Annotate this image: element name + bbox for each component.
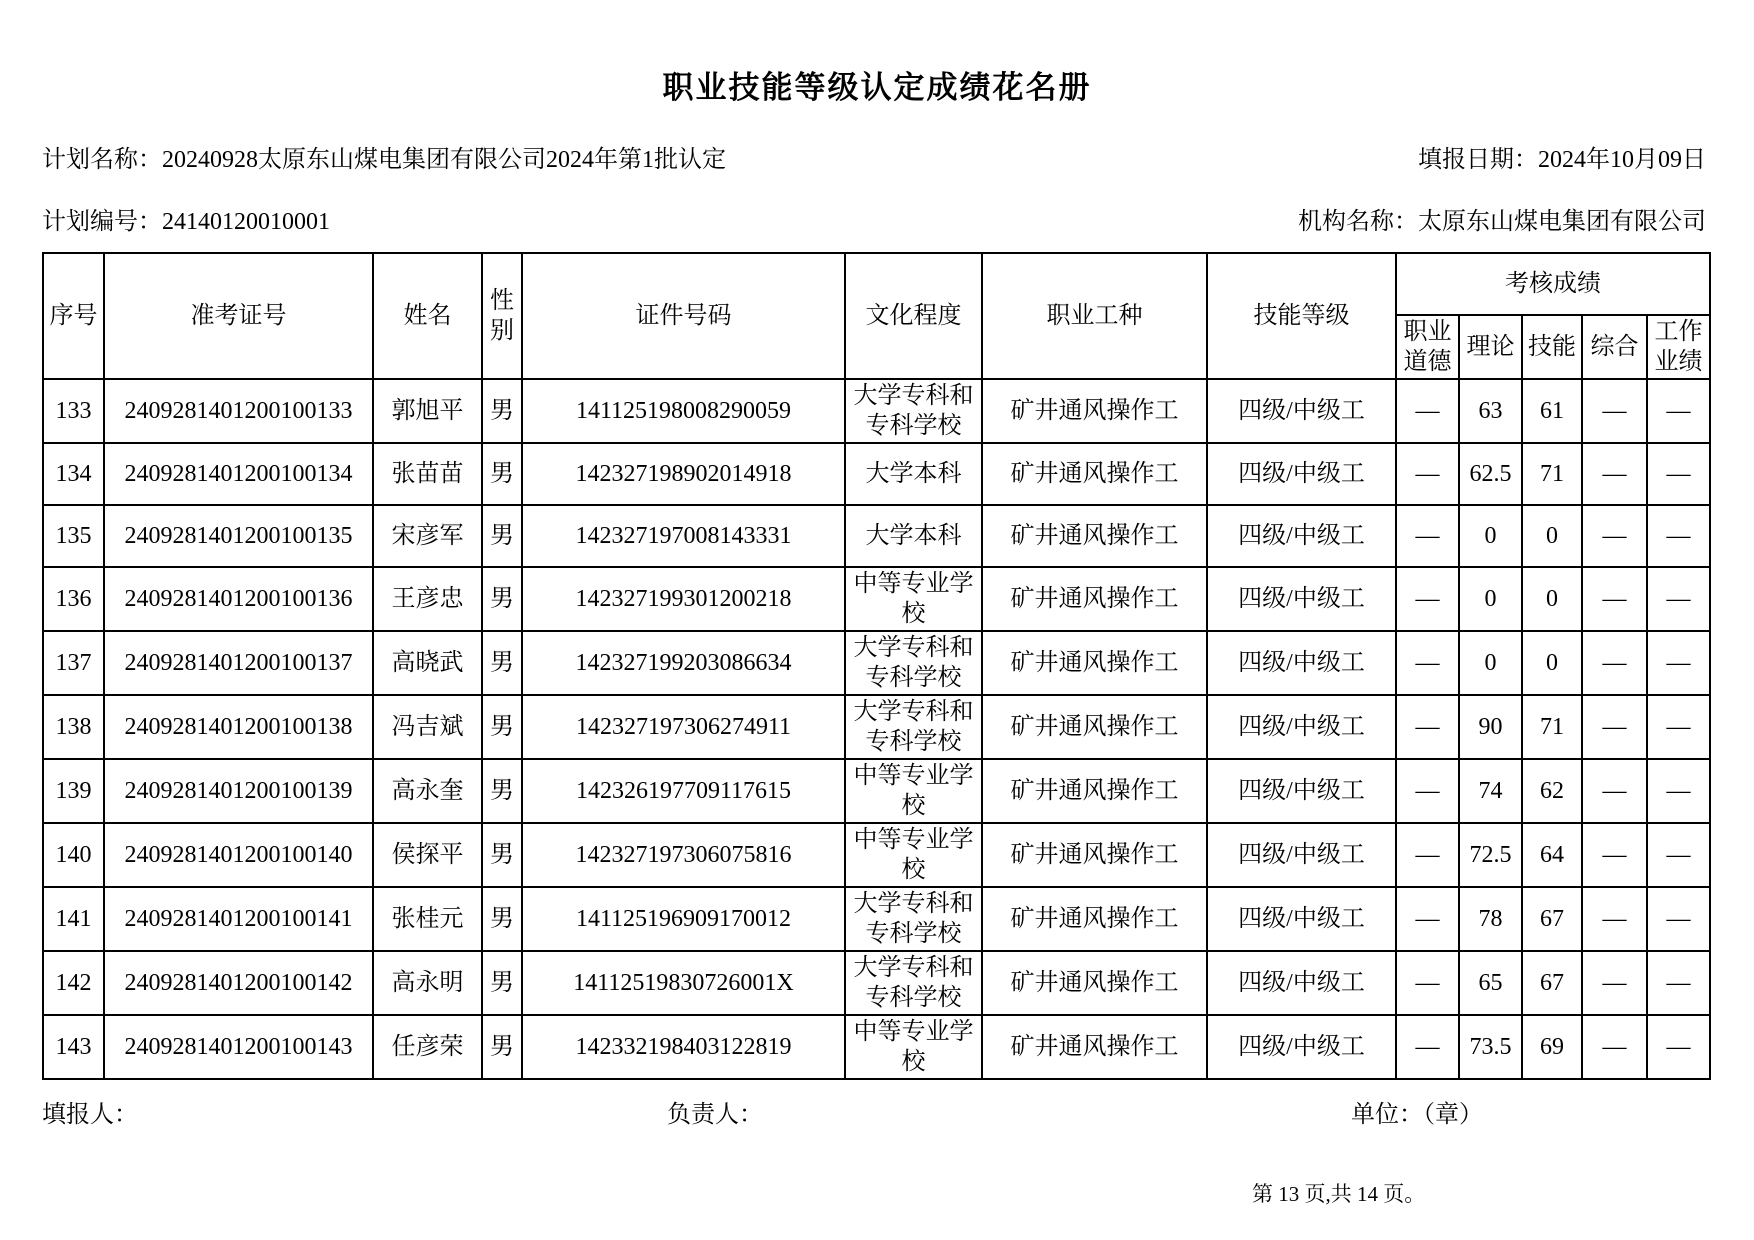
cell-seq: 143 <box>43 1015 104 1079</box>
cell-score-work: — <box>1647 823 1710 887</box>
cell-skill-level: 四级/中级工 <box>1207 505 1396 567</box>
cell-score-ethics: — <box>1396 695 1459 759</box>
col-header-score-ethics: 职业道德 <box>1396 315 1459 379</box>
cell-score-work: — <box>1647 379 1710 443</box>
cell-score-ethics: — <box>1396 631 1459 695</box>
cell-skill-level: 四级/中级工 <box>1207 567 1396 631</box>
cell-score-ethics: — <box>1396 759 1459 823</box>
col-header-gender: 性别 <box>482 253 522 379</box>
cell-occupation: 矿井通风操作工 <box>982 443 1207 505</box>
cell-education: 大学本科 <box>845 443 982 505</box>
cell-education: 大学专科和专科学校 <box>845 379 982 443</box>
cell-gender: 男 <box>482 631 522 695</box>
cell-education: 中等专业学校 <box>845 759 982 823</box>
cell-occupation: 矿井通风操作工 <box>982 823 1207 887</box>
cell-occupation: 矿井通风操作工 <box>982 887 1207 951</box>
col-header-education: 文化程度 <box>845 253 982 379</box>
col-header-name: 姓名 <box>373 253 482 379</box>
cell-score-skill: 62 <box>1522 759 1582 823</box>
col-header-occupation: 职业工种 <box>982 253 1207 379</box>
cell-seq: 139 <box>43 759 104 823</box>
cell-score-theory: 90 <box>1459 695 1522 759</box>
cell-occupation: 矿井通风操作工 <box>982 951 1207 1015</box>
cell-exam-number: 2409281401200100136 <box>104 567 373 631</box>
cell-education: 中等专业学校 <box>845 823 982 887</box>
cell-skill-level: 四级/中级工 <box>1207 443 1396 505</box>
cell-score-theory: 63 <box>1459 379 1522 443</box>
col-header-score-comprehensive: 综合 <box>1582 315 1647 379</box>
table-row <box>43 505 1710 567</box>
cell-score-theory: 72.5 <box>1459 823 1522 887</box>
cell-name: 高永奎 <box>373 759 482 823</box>
cell-score-ethics: — <box>1396 951 1459 1015</box>
table-row <box>43 823 1710 887</box>
cell-id-number: 142332198403122819 <box>522 1015 845 1079</box>
cell-score-theory: 0 <box>1459 567 1522 631</box>
cell-name: 张苗苗 <box>373 443 482 505</box>
meta-row-2 <box>42 208 1706 237</box>
cell-education: 大学专科和专科学校 <box>845 631 982 695</box>
cell-score-theory: 78 <box>1459 887 1522 951</box>
cell-exam-number: 2409281401200100143 <box>104 1015 373 1079</box>
table-row <box>43 695 1710 759</box>
cell-id-number: 142327199203086634 <box>522 631 845 695</box>
filler-label: 填报人： <box>42 1102 138 1128</box>
report-date-value: 2024年10月09日 <box>1538 147 1706 173</box>
cell-id-number: 142327198902014918 <box>522 443 845 505</box>
cell-score-skill: 71 <box>1522 443 1582 505</box>
cell-gender: 男 <box>482 951 522 1015</box>
cell-seq: 133 <box>43 379 104 443</box>
col-header-score-group: 考核成绩 <box>1396 253 1710 315</box>
cell-id-number: 14112519830726001X <box>522 951 845 1015</box>
cell-score-comprehensive: — <box>1582 887 1647 951</box>
cell-score-theory: 74 <box>1459 759 1522 823</box>
table-body <box>43 379 1710 1079</box>
cell-score-work: — <box>1647 759 1710 823</box>
manager-label: 负责人： <box>667 1102 763 1128</box>
cell-skill-level: 四级/中级工 <box>1207 631 1396 695</box>
cell-score-work: — <box>1647 631 1710 695</box>
plan-code-label: 计划编号： <box>42 209 162 235</box>
cell-score-theory: 62.5 <box>1459 443 1522 505</box>
cell-score-comprehensive: — <box>1582 443 1647 505</box>
cell-name: 侯探平 <box>373 823 482 887</box>
col-header-skill-level: 技能等级 <box>1207 253 1396 379</box>
col-header-score-theory: 理论 <box>1459 315 1522 379</box>
cell-score-work: — <box>1647 505 1710 567</box>
col-header-score-skill: 技能 <box>1522 315 1582 379</box>
cell-seq: 142 <box>43 951 104 1015</box>
cell-id-number: 142327197306274911 <box>522 695 845 759</box>
cell-score-skill: 61 <box>1522 379 1582 443</box>
cell-gender: 男 <box>482 379 522 443</box>
cell-name: 冯吉斌 <box>373 695 482 759</box>
cell-score-work: — <box>1647 951 1710 1015</box>
cell-skill-level: 四级/中级工 <box>1207 887 1396 951</box>
cell-seq: 138 <box>43 695 104 759</box>
cell-score-ethics: — <box>1396 443 1459 505</box>
plan-code-value: 24140120010001 <box>162 209 330 235</box>
cell-exam-number: 2409281401200100140 <box>104 823 373 887</box>
cell-gender: 男 <box>482 567 522 631</box>
cell-name: 郭旭平 <box>373 379 482 443</box>
cell-education: 大学专科和专科学校 <box>845 695 982 759</box>
org-name <box>1298 208 1706 237</box>
cell-score-work: — <box>1647 1015 1710 1079</box>
plan-name-label: 计划名称： <box>42 147 162 173</box>
table-row <box>43 379 1710 443</box>
cell-exam-number: 2409281401200100133 <box>104 379 373 443</box>
cell-exam-number: 2409281401200100139 <box>104 759 373 823</box>
cell-seq: 137 <box>43 631 104 695</box>
cell-score-theory: 0 <box>1459 505 1522 567</box>
cell-education: 大学本科 <box>845 505 982 567</box>
cell-gender: 男 <box>482 1015 522 1079</box>
plan-name <box>42 146 726 175</box>
cell-score-skill: 0 <box>1522 631 1582 695</box>
cell-score-skill: 64 <box>1522 823 1582 887</box>
cell-score-work: — <box>1647 887 1710 951</box>
cell-score-comprehensive: — <box>1582 951 1647 1015</box>
report-date <box>1418 146 1706 175</box>
col-header-score-work: 工作业绩 <box>1647 315 1710 379</box>
cell-skill-level: 四级/中级工 <box>1207 379 1396 443</box>
col-header-seq: 序号 <box>43 253 104 379</box>
table-row <box>43 951 1710 1015</box>
cell-skill-level: 四级/中级工 <box>1207 823 1396 887</box>
cell-education: 中等专业学校 <box>845 567 982 631</box>
cell-gender: 男 <box>482 695 522 759</box>
cell-score-ethics: — <box>1396 1015 1459 1079</box>
table-row <box>43 443 1710 505</box>
cell-score-theory: 0 <box>1459 631 1522 695</box>
cell-id-number: 141125198008290059 <box>522 379 845 443</box>
org-name-value: 太原东山煤电集团有限公司 <box>1418 209 1706 235</box>
table-row <box>43 887 1710 951</box>
table-row <box>43 631 1710 695</box>
cell-score-work: — <box>1647 443 1710 505</box>
page-title: 职业技能等级认定成绩花名册 <box>662 70 1092 105</box>
cell-education: 大学专科和专科学校 <box>845 887 982 951</box>
table-row <box>43 1015 1710 1079</box>
cell-exam-number: 2409281401200100134 <box>104 443 373 505</box>
cell-skill-level: 四级/中级工 <box>1207 951 1396 1015</box>
table-header-row-main <box>43 253 1710 315</box>
cell-score-skill: 67 <box>1522 951 1582 1015</box>
meta-row-1 <box>42 146 1706 175</box>
cell-score-skill: 71 <box>1522 695 1582 759</box>
cell-id-number: 142327197008143331 <box>522 505 845 567</box>
cell-score-comprehensive: — <box>1582 567 1647 631</box>
cell-id-number: 142327199301200218 <box>522 567 845 631</box>
cell-score-ethics: — <box>1396 567 1459 631</box>
cell-skill-level: 四级/中级工 <box>1207 1015 1396 1079</box>
cell-score-comprehensive: — <box>1582 505 1647 567</box>
cell-seq: 134 <box>43 443 104 505</box>
cell-score-skill: 0 <box>1522 567 1582 631</box>
cell-score-ethics: — <box>1396 379 1459 443</box>
cell-seq: 136 <box>43 567 104 631</box>
cell-occupation: 矿井通风操作工 <box>982 1015 1207 1079</box>
cell-name: 宋彦军 <box>373 505 482 567</box>
cell-seq: 141 <box>43 887 104 951</box>
cell-score-comprehensive: — <box>1582 759 1647 823</box>
cell-exam-number: 2409281401200100135 <box>104 505 373 567</box>
cell-name: 张桂元 <box>373 887 482 951</box>
cell-id-number: 142326197709117615 <box>522 759 845 823</box>
cell-exam-number: 2409281401200100142 <box>104 951 373 1015</box>
cell-score-theory: 65 <box>1459 951 1522 1015</box>
cell-id-number: 142327197306075816 <box>522 823 845 887</box>
results-table <box>42 252 1711 1080</box>
cell-gender: 男 <box>482 823 522 887</box>
report-date-label: 填报日期： <box>1418 147 1538 173</box>
cell-gender: 男 <box>482 887 522 951</box>
cell-occupation: 矿井通风操作工 <box>982 505 1207 567</box>
cell-exam-number: 2409281401200100137 <box>104 631 373 695</box>
cell-score-skill: 69 <box>1522 1015 1582 1079</box>
cell-skill-level: 四级/中级工 <box>1207 695 1396 759</box>
page-indicator: 第 13 页,共 14 页。 <box>1252 1182 1426 1206</box>
plan-code <box>42 208 330 237</box>
cell-score-comprehensive: — <box>1582 823 1647 887</box>
col-header-exam-number: 准考证号 <box>104 253 373 379</box>
cell-score-comprehensive: — <box>1582 1015 1647 1079</box>
cell-score-ethics: — <box>1396 823 1459 887</box>
cell-score-comprehensive: — <box>1582 631 1647 695</box>
table-row <box>43 567 1710 631</box>
cell-score-skill: 67 <box>1522 887 1582 951</box>
cell-score-work: — <box>1647 695 1710 759</box>
cell-score-comprehensive: — <box>1582 695 1647 759</box>
cell-occupation: 矿井通风操作工 <box>982 379 1207 443</box>
cell-name: 高晓武 <box>373 631 482 695</box>
org-name-label: 机构名称： <box>1298 209 1418 235</box>
cell-name: 任彦荣 <box>373 1015 482 1079</box>
cell-education: 中等专业学校 <box>845 1015 982 1079</box>
cell-gender: 男 <box>482 505 522 567</box>
cell-gender: 男 <box>482 443 522 505</box>
cell-score-ethics: — <box>1396 887 1459 951</box>
cell-score-comprehensive: — <box>1582 379 1647 443</box>
cell-gender: 男 <box>482 759 522 823</box>
plan-name-value: 20240928太原东山煤电集团有限公司2024年第1批认定 <box>162 147 726 173</box>
table-row <box>43 759 1710 823</box>
cell-name: 高永明 <box>373 951 482 1015</box>
cell-exam-number: 2409281401200100138 <box>104 695 373 759</box>
cell-exam-number: 2409281401200100141 <box>104 887 373 951</box>
cell-score-theory: 73.5 <box>1459 1015 1522 1079</box>
cell-occupation: 矿井通风操作工 <box>982 567 1207 631</box>
cell-score-work: — <box>1647 567 1710 631</box>
unit-seal-label: 单位：（章） <box>1351 1102 1483 1128</box>
cell-score-skill: 0 <box>1522 505 1582 567</box>
cell-occupation: 矿井通风操作工 <box>982 695 1207 759</box>
cell-education: 大学专科和专科学校 <box>845 951 982 1015</box>
cell-seq: 135 <box>43 505 104 567</box>
col-header-id-number: 证件号码 <box>522 253 845 379</box>
cell-skill-level: 四级/中级工 <box>1207 759 1396 823</box>
cell-occupation: 矿井通风操作工 <box>982 631 1207 695</box>
cell-score-ethics: — <box>1396 505 1459 567</box>
cell-occupation: 矿井通风操作工 <box>982 759 1207 823</box>
cell-id-number: 141125196909170012 <box>522 887 845 951</box>
cell-seq: 140 <box>43 823 104 887</box>
cell-name: 王彦忠 <box>373 567 482 631</box>
